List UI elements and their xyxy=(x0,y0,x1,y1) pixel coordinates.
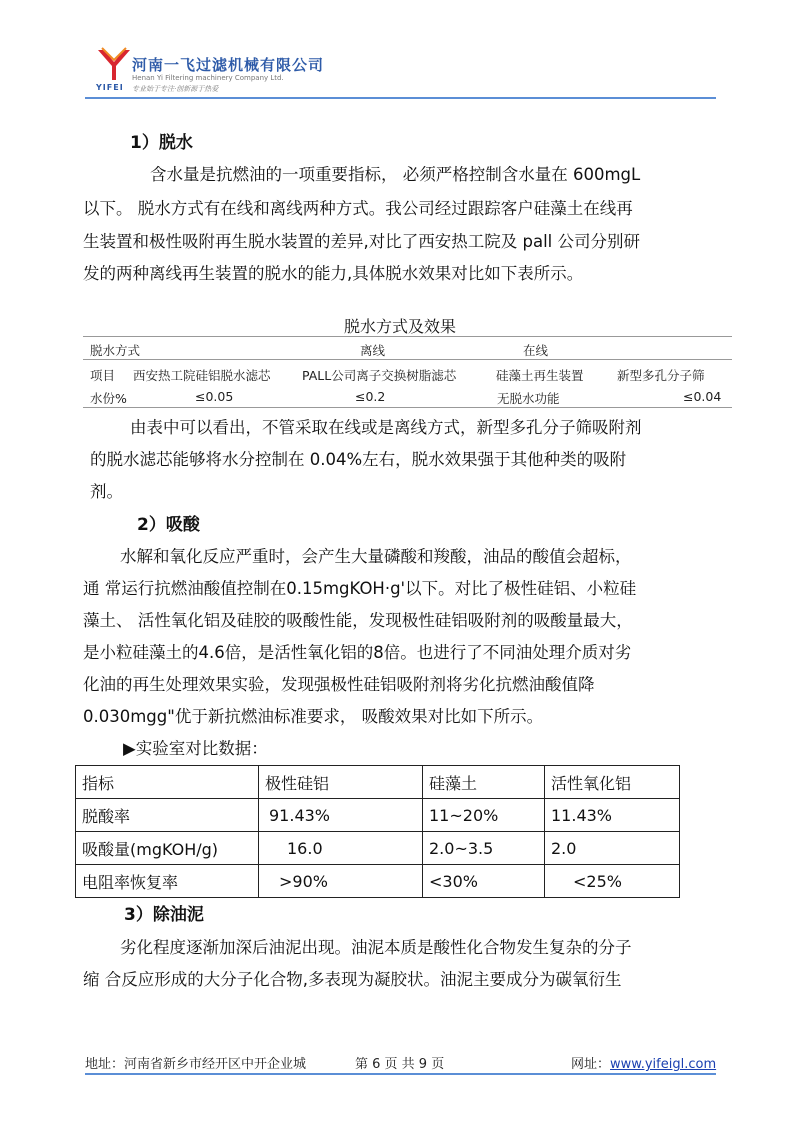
table-cell: 项目 xyxy=(90,368,116,383)
footer-website-label: 网址： xyxy=(571,1057,611,1072)
paragraph-line: 通 常运行抗燃油酸值控制在0.15mgKOH·g'以下。对比了极性硅铝、小粒硅 xyxy=(83,579,637,598)
company-english-name: Henan Yi Filtering machinery Company Ltd. xyxy=(132,74,284,82)
lab-comparison-table xyxy=(75,765,680,898)
paragraph-line: 0.030mgg"优于新抗燃油标准要求， 吸酸效果对比如下所示。 xyxy=(83,707,544,726)
company-logo-icon xyxy=(94,44,134,84)
table-cell: 硅藻土再生装置 xyxy=(496,368,584,383)
paragraph-line: 的脱水滤芯能够将水分控制在 0.04%左右，脱水效果强于其他种类的吸附 xyxy=(90,450,627,469)
table-cell: 在线 xyxy=(523,343,549,358)
footer-divider xyxy=(85,1073,716,1075)
company-slogan: 专业始于专注·创新源于热爱 xyxy=(132,85,219,93)
table-cell: 11.43% xyxy=(545,799,680,832)
table-row xyxy=(76,865,680,898)
table-cell: >90% xyxy=(259,865,423,898)
table-cell: 16.0 xyxy=(259,832,423,865)
table-top-rule xyxy=(83,336,732,337)
table-cell: <30% xyxy=(423,865,545,898)
table-cell: 2.0~3.5 xyxy=(423,832,545,865)
table-cell: ≤0.05 xyxy=(195,389,234,404)
section-heading-sludge-removal: 3）除油泥 xyxy=(124,905,204,925)
table-header-rule xyxy=(83,359,732,360)
table-header-cell: 指标 xyxy=(76,766,259,799)
table-header-row xyxy=(76,766,680,799)
table-cell: 电阻率恢复率 xyxy=(76,865,259,898)
table-header-cell: 活性氧化铝 xyxy=(545,766,680,799)
website-link[interactable]: www.yifeigl.com xyxy=(610,1057,717,1072)
paragraph-line: 剂。 xyxy=(90,482,123,501)
table-cell: 离线 xyxy=(360,343,386,358)
table-cell: ≤0.2 xyxy=(355,389,386,404)
table-cell: 11~20% xyxy=(423,799,545,832)
company-name: 河南一飞过滤机械有限公司 xyxy=(132,56,325,74)
footer-address: 地址：河南省新乡市经开区中开企业城 xyxy=(85,1057,307,1072)
paragraph-line: 以下。 脱水方式有在线和离线两种方式。我公司经过跟踪客户硅藻土在线再 xyxy=(83,199,633,218)
table-cell: 91.43% xyxy=(259,799,423,832)
table-cell: 水份% xyxy=(90,391,127,406)
table-row xyxy=(76,832,680,865)
table-row xyxy=(76,799,680,832)
table-cell: 新型多孔分子筛 xyxy=(617,368,705,383)
table-cell: <25% xyxy=(545,865,680,898)
footer-website xyxy=(571,1053,716,1072)
footer-page-number: 第 6 页 共 9 页 xyxy=(355,1057,445,1072)
table-cell: 脱水方式 xyxy=(90,343,141,358)
logo-wordmark: YIFEI xyxy=(96,83,124,92)
table-caption: 脱水方式及效果 xyxy=(343,317,456,336)
table-header-cell: 极性硅铝 xyxy=(259,766,423,799)
section-heading-acid-absorption: 2）吸酸 xyxy=(137,515,200,535)
table-bottom-rule xyxy=(83,407,732,408)
table-cell: ≤0.04 xyxy=(683,389,722,404)
paragraph-line: 水解和氧化反应严重时，会产生大量磷酸和羧酸，油品的酸值会超标， xyxy=(120,547,632,566)
paragraph-line: 是小粒硅藻土的4.6倍，是活性氧化铝的8倍。也进行了不同油处理介质对劣 xyxy=(83,643,632,662)
table-header-cell: 硅藻土 xyxy=(423,766,545,799)
paragraph-line: 发的两种离线再生装置的脱水的能力,具体脱水效果对比如下表所示。 xyxy=(83,264,584,283)
table-cell: 脱酸率 xyxy=(76,799,259,832)
paragraph-line: 由表中可以看出，不管采取在线或是离线方式，新型多孔分子筛吸附剂 xyxy=(130,418,642,437)
table-cell: 西安热工院硅铝脱水滤芯 xyxy=(133,368,271,383)
paragraph-line: 生装置和极性吸附再生脱水装置的差异,对比了西安热工院及 pall 公司分别研 xyxy=(83,232,640,251)
lab-data-label: ▶实验室对比数据： xyxy=(123,739,268,758)
paragraph-line: 缩 合反应形成的大分子化合物,多表现为凝胶状。油泥主要成分为碳氧衍生 xyxy=(83,970,622,989)
table-cell: 吸酸量(mgKOH/g) xyxy=(76,832,259,865)
paragraph-line: 含水量是抗燃油的一项重要指标， 必须严格控制含水量在 600mgL xyxy=(150,165,641,184)
paragraph-line: 劣化程度逐渐加深后油泥出现。油泥本质是酸性化合物发生复杂的分子 xyxy=(120,938,632,957)
table-cell: PALL公司离子交换树脂滤芯 xyxy=(302,368,457,383)
table-cell: 2.0 xyxy=(545,832,680,865)
paragraph-line: 藻土、 活性氧化铝及硅胶的吸酸性能，发现极性硅铝吸附剂的吸酸量最大， xyxy=(83,611,633,630)
paragraph-line: 化油的再生处理效果实验，发现强极性硅铝吸附剂将劣化抗燃油酸值降 xyxy=(83,675,595,694)
table-cell: 无脱水功能 xyxy=(497,391,560,406)
header-divider xyxy=(85,97,716,99)
section-heading-dehydration: 1）脱水 xyxy=(130,133,193,153)
